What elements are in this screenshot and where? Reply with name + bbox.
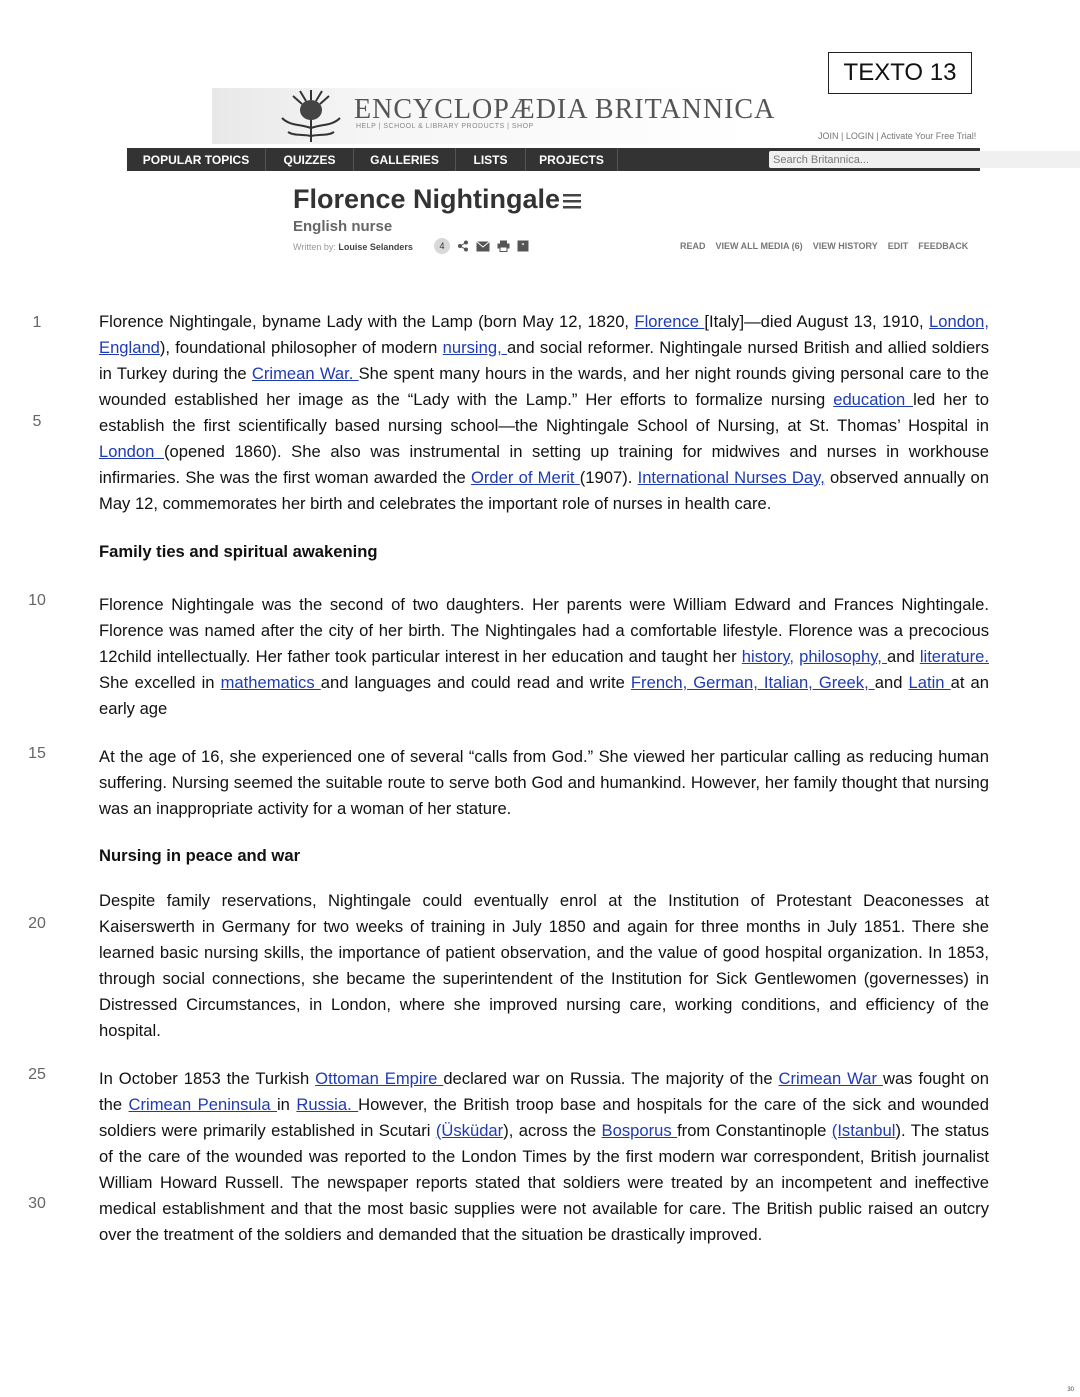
link-crimean-war-2[interactable]: Crimean War <box>778 1069 883 1088</box>
login-links[interactable]: JOIN | LOGIN | Activate Your Free Trial! <box>818 131 977 141</box>
link-nursing[interactable]: nursing, <box>442 338 507 357</box>
section-heading-family: Family ties and spiritual awakening <box>99 542 378 561</box>
paragraph-kaiserswerth: Despite family reservations, Nightingale could eventually enrol at the Institution of Protestant Deaconesses at Kaiserswerth in Germany for two weeks of training in July 1850 and again for three months in July 1851. There she learned basic nursing skills, the importance of patient observation, and the value of good hospital organization. In 1853, through social connections, she became the superintendent of the Institution for Sick Gentlewomen (governesses) in Distressed Circumstances, in London, where she improved nursing care, working conditions, and efficiency of the hospital. <box>99 891 989 1040</box>
link-london[interactable]: London <box>99 442 164 461</box>
thistle-logo-icon <box>278 88 344 144</box>
link-latin[interactable]: Latin <box>908 673 951 692</box>
paragraph-family: Florence Nightingale was the second of two daughters. Her parents were William Edward and Frances Nightingale. Florence was named after the city of her birth. The Nightingales had a comfortable lifestyle. Florence was a precocious 12child intellectually. Her father took particular interest in her education and taught her history, philosophy, and literature. She excelled in mathematics and languages and could read and write French, German, Italian, Greek, and Latin at an early age <box>99 595 990 718</box>
nav-galleries[interactable]: GALLERIES <box>354 148 456 171</box>
line-number: 30 <box>28 1195 46 1212</box>
action-view-all-media[interactable]: VIEW ALL MEDIA (6) <box>715 241 803 251</box>
brand-sublinks[interactable]: HELP | SCHOOL & LIBRARY PRODUCTS | SHOP <box>356 123 534 130</box>
link-bosporus[interactable]: Bosporus <box>601 1121 678 1140</box>
action-view-history[interactable]: VIEW HISTORY <box>812 241 878 251</box>
link-ottoman-empire[interactable]: Ottoman Empire <box>315 1069 444 1088</box>
section-heading-nursing: Nursing in peace and war <box>99 846 301 865</box>
line-number: 25 <box>28 1066 46 1083</box>
search-box <box>769 151 1080 168</box>
nav-projects[interactable]: PROJECTS <box>526 148 618 171</box>
nav-bar <box>127 148 980 171</box>
link-mathematics[interactable]: mathematics <box>220 673 321 692</box>
link-florence[interactable]: Florence <box>634 312 705 331</box>
link-istanbul[interactable]: (Istanbul <box>831 1121 896 1140</box>
link-order-of-merit[interactable]: Order of Merit <box>470 468 580 487</box>
svg-text:": " <box>521 242 525 251</box>
paragraph-intro: Florence Nightingale, byname Lady with the Lamp (born May 12, 1820, Florence [Italy]—died August 13, 1910, London, England), foundational philosopher of modern nursing, and social reformer. Nightingale nursed British and allied soldiers in Turkey during the Crimean War. She spent many hours in the wards, and her night rounds giving personal care to the wounded established her image as the “Lady with the Lamp.” Her efforts to formalize nursing education led her to establish the first scientifically based nursing school—the Nightingale School of Nursing, at St. Thomas’ Hospital in London (opened 1860). She also was instrumental in setting up training for midwives and nurses in workhouse infirmaries. She was the first woman awarded the Order of Merit (1907). International Nurses Day, observed annually on May 12, commemorates her birth and celebrates the important role of nurses in health care. <box>99 312 990 513</box>
action-read[interactable]: READ <box>680 241 706 251</box>
share-count-badge: 4 <box>434 238 450 254</box>
hamburger-menu-icon[interactable] <box>562 192 582 210</box>
search-input[interactable] <box>769 152 1077 167</box>
link-philosophy[interactable]: philosophy, <box>799 647 888 666</box>
texto-label: TEXTO 13 <box>828 52 972 94</box>
line-number: 1 <box>32 314 42 331</box>
brand-title: ENCYCLOPÆDIA BRITANNICA <box>354 94 776 125</box>
line-number: 15 <box>28 745 46 762</box>
line-number: 10 <box>28 592 46 609</box>
paragraph-calling: At the age of 16, she experienced one of several “calls from God.” She viewed her particular calling as reducing human suffering. Nursing seemed the suitable route to serve both God and humankind. However, her family thought that nursing was an inappropriate activity for a woman of her stature. <box>99 747 989 818</box>
share-bar <box>434 238 529 254</box>
author-name[interactable]: Louise Selanders <box>338 242 413 252</box>
link-literature[interactable]: literature. <box>919 647 989 666</box>
link-history[interactable]: history, <box>741 647 795 666</box>
page-number: 30 <box>1067 1387 1074 1393</box>
email-icon[interactable] <box>476 241 490 252</box>
action-edit[interactable]: EDIT <box>887 241 909 251</box>
line-number: 20 <box>28 915 46 932</box>
share-icon[interactable] <box>457 240 469 252</box>
nav-lists[interactable]: LISTS <box>456 148 526 171</box>
link-crimean-war[interactable]: Crimean War. <box>251 364 359 383</box>
cite-icon[interactable] <box>517 240 529 252</box>
link-russia[interactable]: Russia. <box>296 1095 359 1114</box>
action-feedback[interactable]: FEEDBACK <box>918 241 969 251</box>
nav-popular-topics[interactable]: POPULAR TOPICS <box>127 148 266 171</box>
link-international-nurses-day[interactable]: International Nurses Day, <box>637 468 825 487</box>
link-education[interactable]: education <box>833 390 914 409</box>
article-subtitle: English nurse <box>293 218 393 235</box>
link-languages[interactable]: French, German, Italian, Greek, <box>630 673 875 692</box>
line-number: 5 <box>32 413 42 430</box>
print-icon[interactable] <box>497 240 510 252</box>
article-actions <box>680 241 968 251</box>
article-title: Florence Nightingale <box>293 184 561 214</box>
link-uskudar[interactable]: (Üsküdar <box>435 1121 504 1140</box>
link-london-england[interactable]: London, England <box>99 312 989 357</box>
written-by-label: Written by: <box>293 242 336 252</box>
nav-quizzes[interactable]: QUIZZES <box>266 148 354 171</box>
author-line <box>293 242 413 252</box>
paragraph-crimean-war: In October 1853 the Turkish Ottoman Empire declared war on Russia. The majority of the Crimean War was fought on the Crimean Peninsula in Russia. However, the British troop base and hospitals for the care of the sick and wounded soldiers were primarily established in Scutari (Üsküdar), across the Bosporus from Constantinople (Istanbul). The status of the care of the wounded was reported to the London Times by the first modern war correspondent, British journalist William Howard Russell. The newspaper reports stated that soldiers were treated by an incompetent and ineffective medical establishment and that the most basic supplies were not available for care. The British public raised an outcry over the treatment of the soldiers and demanded that the situation be drastically improved. <box>99 1069 990 1244</box>
link-crimean-peninsula[interactable]: Crimean Peninsula <box>128 1095 277 1114</box>
